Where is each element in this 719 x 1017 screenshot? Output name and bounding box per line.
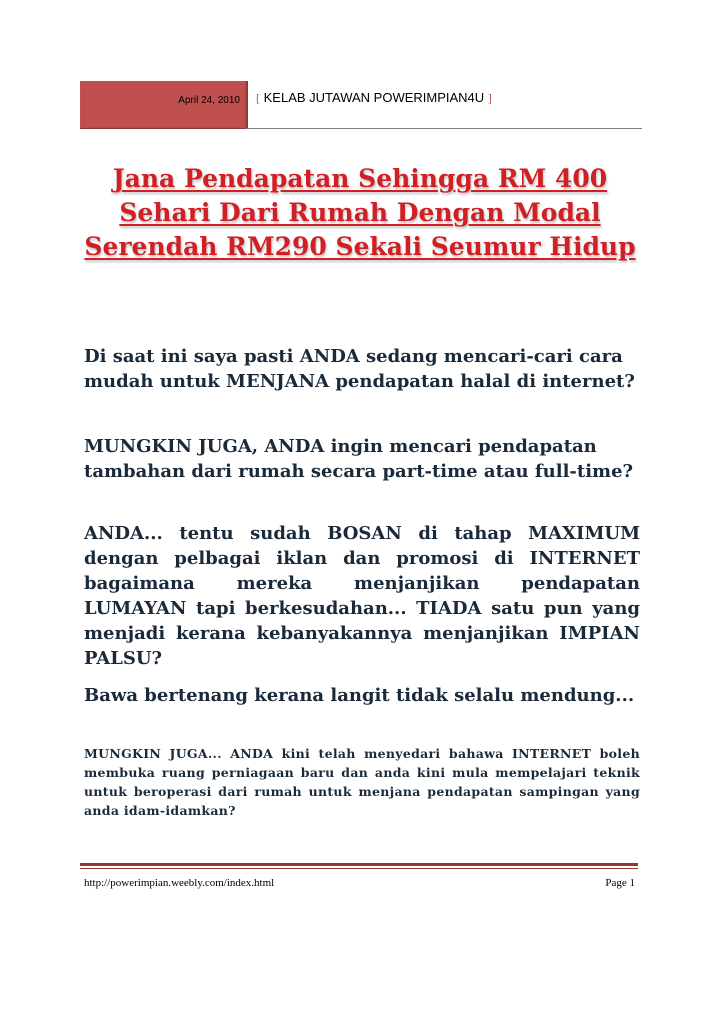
header-date-box-border [83,84,245,128]
header-title-text: KELAB JUTAWAN POWERIMPIAN4U [263,90,485,105]
header-bracket-close: ] [487,91,492,105]
paragraph-5: MUNGKIN JUGA... ANDA kini telah menyedari bahawa INTERNET boleh membuka ruang perniagaan baru dan anda kini mula mempelajari teknik untuk beroperasi dari rumah untuk menjana pendapatan sampingan yang anda idam-idamkan? [84,746,640,818]
header-title [256,90,492,106]
footer-rule-thin [80,868,638,869]
page-headline: Jana Pendapatan Sehingga RM 400 Sehari Dari Rumah Dengan Modal Serendah RM290 Sekali Seumur Hidup [84,164,636,261]
footer-page-number: Page 1 [605,877,635,889]
paragraph-2: MUNGKIN JUGA, ANDA ingin mencari pendapatan tambahan dari rumah secara part-time atau full-time? [84,436,634,482]
footer-url: http://powerimpian.weebly.com/index.html [84,877,275,889]
header-bracket-open: [ [256,91,260,105]
header-rule [246,128,642,129]
paragraph-1: Di saat ini saya pasti ANDA sedang mencari-cari cara mudah untuk MENJANA pendapatan halal di internet? [84,346,635,392]
paragraph-3: ANDA... tentu sudah BOSAN di tahap MAXIMUM dengan pelbagai iklan dan promosi di INTERNET bagaimana mereka menjanjikan pendapatan LUMAYAN tapi berkesudahan... TIADA satu pun yang menjadi kerana kebanyakannya menjanjikan IMPIAN PALSU? [84,523,640,669]
paragraph-4: Bawa bertenang kerana langit tidak selalu mendung... [84,685,635,706]
header-date: April 24, 2010 [178,95,240,106]
footer-rule-thick [80,863,638,866]
